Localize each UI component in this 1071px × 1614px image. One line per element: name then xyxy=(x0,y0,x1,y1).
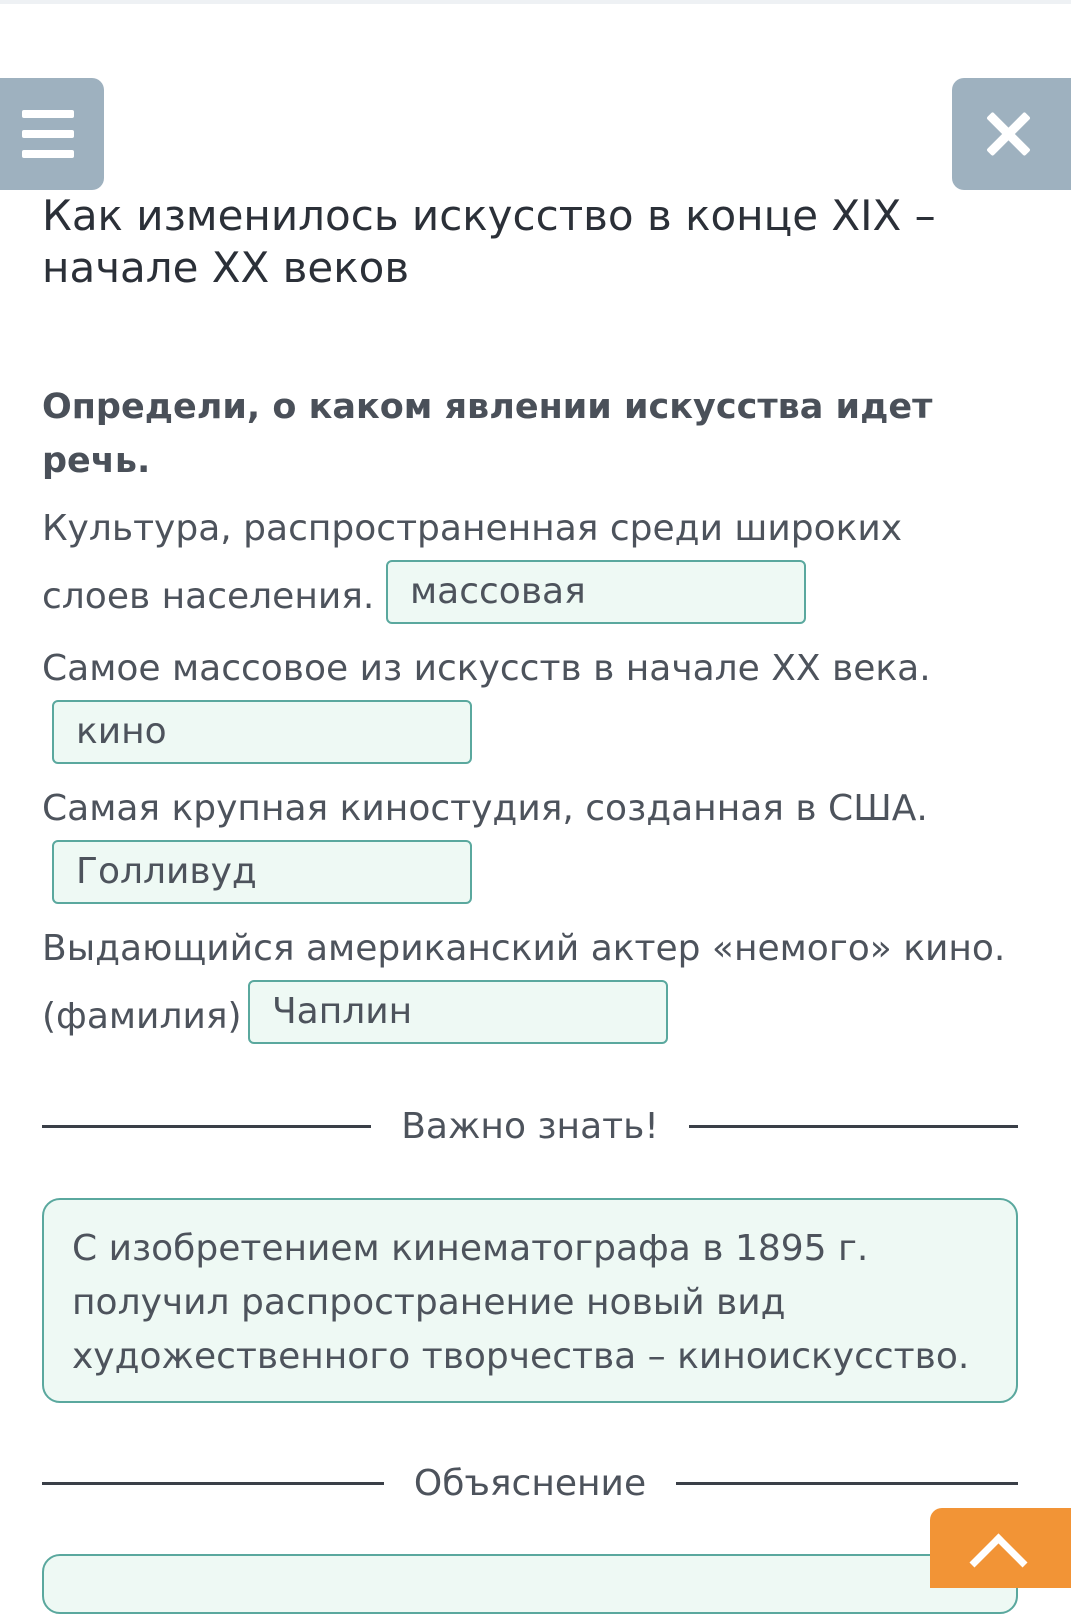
question-1-text-line2: слоев населения. xyxy=(42,576,375,617)
chevron-up-icon xyxy=(970,1534,1028,1592)
divider-line-right xyxy=(676,1482,1018,1485)
menu-button[interactable] xyxy=(0,78,104,190)
page-title: Как изменилось искусство в конце XIX – начале XX веков xyxy=(42,191,936,292)
task-instruction: Определи, о каком явлении искусства идет речь. xyxy=(42,387,933,481)
close-button[interactable] xyxy=(952,78,1071,190)
scroll-up-button[interactable] xyxy=(930,1508,1071,1588)
explanation-heading: Объяснение xyxy=(413,1463,647,1504)
hamburger-menu-icon xyxy=(22,110,74,158)
divider-line-right xyxy=(689,1125,1018,1128)
important-heading: Важно знать! xyxy=(401,1106,659,1147)
top-border xyxy=(0,0,1071,4)
explanation-box xyxy=(42,1554,1018,1614)
question-4-text-line1: Выдающийся американский актер «немого» кино. xyxy=(42,928,1006,969)
question-1-text-line1: Культура, распространенная среди широких xyxy=(42,508,903,549)
divider-line-left xyxy=(42,1482,384,1485)
question-2-answer-field[interactable]: кино xyxy=(52,700,472,764)
explanation-divider xyxy=(42,1463,1018,1504)
important-text: С изобретением кинематографа в 1895 г. получил распространение новый вид художественного творчества – киноискусство. xyxy=(72,1228,970,1377)
question-1-answer-field[interactable]: массовая xyxy=(386,560,806,624)
close-icon xyxy=(985,111,1031,157)
question-4-text-line2: (фамилия) xyxy=(42,996,242,1037)
divider-line-left xyxy=(42,1125,371,1128)
question-4-answer-field[interactable]: Чаплин xyxy=(248,980,668,1044)
important-info-box xyxy=(42,1198,1018,1403)
question-3-text: Самая крупная киностудия, созданная в США. xyxy=(42,788,928,829)
question-2-text: Самое массовое из искусств в начале XX века. xyxy=(42,648,931,689)
important-divider xyxy=(42,1106,1018,1147)
question-3-answer-field[interactable]: Голливуд xyxy=(52,840,472,904)
